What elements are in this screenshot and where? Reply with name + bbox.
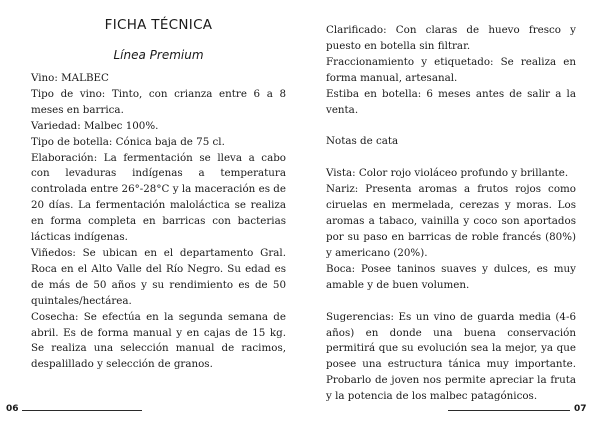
- page-number-right: 07: [574, 404, 587, 414]
- paragraph-clarificado: Clarificado: Con claras de huevo fresco y puesto en botella sin filtrar.: [326, 24, 576, 52]
- note-nariz: Nariz: Presenta aromas a frutos rojos como ciruelas en mermelada, cerezas y moras. Los aromas a tabaco, vainilla y coco son aportados por su paso en barricas de roble francés (80%) y americano (20%).: [326, 183, 576, 259]
- page-title: FICHA TÉCNICA: [104, 17, 213, 33]
- paragraph-cosecha: Cosecha: Se efectúa en la segunda semana de abril. Es de forma manual y en cajas de 15 kg. Se realiza una selección manual de racimos, despalillado y selección de granos.: [31, 310, 286, 371]
- footer-rule-right: [448, 410, 570, 411]
- paragraph-botella: Tipo de botella: Cónica baja de 75 cl.: [31, 135, 225, 148]
- left-body: [31, 71, 286, 373]
- paragraph-fraccionamiento: Fraccionamiento y etiquetado: Se realiza en forma manual, artesanal.: [326, 55, 576, 84]
- paragraph-tipo-vino: Tipo de vino: Tinto, con crianza entre 6 a 8 meses en barrica.: [31, 87, 286, 116]
- note-vista: Vista: Color rojo violáceo profundo y brillante.: [326, 167, 569, 180]
- note-boca: Boca: Posee taninos suaves y dulces, es muy amable y de buen volumen.: [326, 262, 576, 291]
- paragraph-vinedos: Viñedos: Se ubican en el departamento Gral. Roca en el Alto Valle del Río Negro. Su edad es de más de 50 años y su rendimiento es de 50 quintales/hectárea.: [31, 246, 286, 307]
- paragraph-estiba: Estiba en botella: 6 meses antes de salir a la venta.: [326, 87, 576, 116]
- page-number-left: 06: [6, 404, 19, 414]
- paragraph-elaboracion: Elaboración: La fermentación se lleva a cabo con levaduras indígenas a temperatura controlada entre 26°-28°C y la maceración es de 20 días. La fermentación maloláctica se realiza en forma completa en barricas con bacterias lácticas indígenas.: [31, 151, 286, 244]
- page-subtitle: Línea Premium: [113, 48, 204, 62]
- footer-rule-left: [22, 410, 142, 411]
- right-page: [300, 0, 600, 424]
- paragraph-variedad: Variedad: Malbec 100%.: [31, 119, 159, 132]
- paragraph-sugerencias: Sugerencias: Es un vino de guarda media (4-6 años) en donde una buena conservación permitirá que su evolución sea la mejor, ya que posee una estructura tánica muy importante. Probarlo de joven nos permite apreciar la fruta y la potencia de los malbec patagónicos.: [326, 310, 576, 403]
- right-body: [326, 23, 576, 405]
- paragraph-vino: Vino: MALBEC: [31, 72, 109, 84]
- notes-heading: Notas de cata: [326, 135, 399, 148]
